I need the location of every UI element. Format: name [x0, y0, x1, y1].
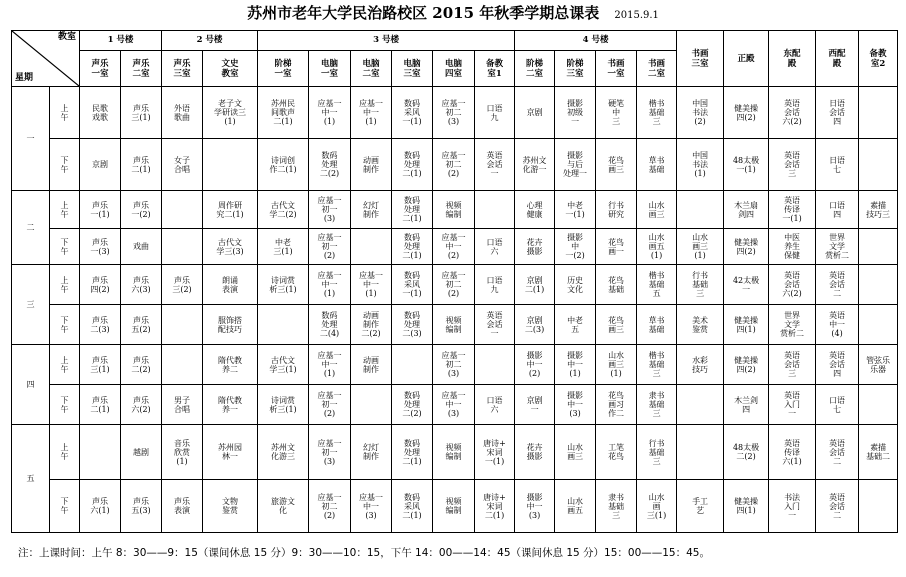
course-cell: 山水 画五 — [555, 480, 596, 533]
course-cell: 英语 中一 (4) — [816, 305, 859, 345]
day-label: 五 — [12, 425, 50, 533]
course-cell: 声乐 三(1) — [121, 87, 162, 139]
pm-label: 下 午 — [50, 480, 80, 533]
course-cell: 应基一 初二 (2) — [433, 265, 475, 305]
course-cell: 声乐 五(2) — [121, 305, 162, 345]
course-cell: 老子文 学研读三 (1) — [203, 87, 258, 139]
course-cell — [392, 345, 433, 385]
course-cell: 数码 处理 二(4) — [309, 305, 351, 345]
course-cell: 古代文 学二(2) — [258, 191, 309, 229]
course-cell: 视频 编制 — [433, 425, 475, 480]
pm-label: 下 午 — [50, 385, 80, 425]
course-cell: 数码 处理 二(2) — [309, 139, 351, 191]
course-cell: 文物 鉴赏 — [203, 480, 258, 533]
building-header-b2: 2 号楼 — [162, 31, 258, 51]
course-cell: 越剧 — [121, 425, 162, 480]
course-cell: 数码 采风 一(1) — [392, 265, 433, 305]
course-cell: 数码 处理 二(1) — [392, 229, 433, 265]
course-cell: 英语 会话 四 — [816, 345, 859, 385]
course-cell: 口语 七 — [816, 385, 859, 425]
course-cell — [677, 385, 724, 425]
course-cell: 戏曲 — [121, 229, 162, 265]
building-header-b3: 3 号楼 — [258, 31, 515, 51]
course-cell: 声乐 表演 — [162, 480, 203, 533]
course-cell: 数码 处理 二(1) — [392, 425, 433, 480]
am-label: 上 午 — [50, 191, 80, 229]
course-cell: 花卉 摄影 — [515, 425, 555, 480]
course-cell: 声乐 六(2) — [121, 385, 162, 425]
building-header-b1: 1 号楼 — [80, 31, 162, 51]
schedule-row — [12, 139, 898, 191]
course-cell: 京剧 — [515, 87, 555, 139]
course-cell: 花鸟 画一 — [596, 229, 637, 265]
course-cell: 京剧 一 — [515, 385, 555, 425]
course-cell: 口语 六 — [475, 385, 515, 425]
room-header: 书画 三室 — [677, 31, 724, 87]
course-cell: 英语 会话 二 — [816, 265, 859, 305]
course-cell — [859, 139, 898, 191]
course-cell: 声乐 六(3) — [121, 265, 162, 305]
room-header: 书画 一室 — [596, 51, 637, 87]
room-header: 声乐 三室 — [162, 51, 203, 87]
room-header: 西配 殿 — [816, 31, 859, 87]
course-cell: 日语 会话 四 — [816, 87, 859, 139]
course-cell: 应基一 中一 (1) — [309, 345, 351, 385]
course-cell: 摄影 中 一(2) — [555, 229, 596, 265]
course-cell: 京剧 二(3) — [515, 305, 555, 345]
pm-label: 下 午 — [50, 305, 80, 345]
course-cell: 隶书 基础 三 — [637, 385, 677, 425]
course-cell: 英语 会话 六(2) — [769, 87, 816, 139]
schedule-title: 苏州市老年大学民治路校区 2015 年秋季学期总课表 — [247, 4, 600, 22]
course-cell: 书法 入门 一 — [769, 480, 816, 533]
course-cell: 口语 四 — [816, 191, 859, 229]
course-cell: 花卉 摄影 — [515, 229, 555, 265]
course-cell: 心理 健康 — [515, 191, 555, 229]
course-cell: 山水 画三 (1) — [677, 229, 724, 265]
course-cell: 花鸟 画习 作二 — [596, 385, 637, 425]
course-cell: 声乐 三(1) — [80, 345, 121, 385]
course-cell: 民歌 戏歌 — [80, 87, 121, 139]
course-cell — [859, 385, 898, 425]
course-cell: 数码 处理 二(1) — [392, 139, 433, 191]
course-cell — [162, 345, 203, 385]
course-cell: 数码 处理 二(1) — [392, 191, 433, 229]
course-cell: 周作研 究二(1) — [203, 191, 258, 229]
course-cell: 摄影 中一 (2) — [515, 345, 555, 385]
course-cell: 草书 基础 — [637, 305, 677, 345]
course-cell: 应基一 中一 (1) — [351, 87, 392, 139]
day-label: 四 — [12, 345, 50, 425]
course-cell: 英语 会话 二 — [816, 425, 859, 480]
course-cell: 摄影 中一 (1) — [555, 345, 596, 385]
course-cell: 动画 制作 — [351, 139, 392, 191]
course-cell: 世界 文学 赏析二 — [769, 305, 816, 345]
course-cell: 历史 文化 — [555, 265, 596, 305]
course-cell: 隶书 基础 三 — [596, 480, 637, 533]
course-cell: 英语 会话 一 — [475, 139, 515, 191]
course-cell — [162, 191, 203, 229]
course-cell: 48太极 二(2) — [724, 425, 769, 480]
course-cell: 英语 会话 一 — [475, 305, 515, 345]
course-cell: 楷书 基础 五 — [637, 265, 677, 305]
course-cell: 健美操 四(2) — [724, 345, 769, 385]
room-header: 文史 教室 — [203, 51, 258, 87]
course-cell: 山水 画三 (1) — [596, 345, 637, 385]
course-cell — [677, 191, 724, 229]
course-cell: 英语 会话 三 — [769, 345, 816, 385]
course-cell: 花鸟 画三 — [596, 139, 637, 191]
course-cell: 美术 鉴赏 — [677, 305, 724, 345]
corner-room-label: 教室 — [57, 32, 76, 42]
course-cell: 摄影 初级 一 — [555, 87, 596, 139]
course-cell: 古代文 学三(3) — [203, 229, 258, 265]
course-cell: 中老 三(1) — [258, 229, 309, 265]
course-cell: 视频 编制 — [433, 191, 475, 229]
am-label: 上 午 — [50, 425, 80, 480]
course-cell: 水彩 技巧 — [677, 345, 724, 385]
schedule-row — [12, 265, 898, 305]
course-cell — [859, 480, 898, 533]
course-cell: 数码 采风 二(1) — [392, 480, 433, 533]
page-title — [0, 2, 906, 23]
day-label: 三 — [12, 265, 50, 345]
course-cell: 管弦乐 乐器 — [859, 345, 898, 385]
am-label: 上 午 — [50, 345, 80, 385]
course-cell: 苏州文 化游一 — [515, 139, 555, 191]
course-cell: 楷书 基础 三 — [637, 345, 677, 385]
am-label: 上 午 — [50, 265, 80, 305]
course-cell — [475, 345, 515, 385]
course-cell: 唐诗+ 宋词 一(1) — [475, 425, 515, 480]
course-cell: 山水 画 三(1) — [637, 480, 677, 533]
course-cell: 服饰搭 配技巧 — [203, 305, 258, 345]
day-label: 一 — [12, 87, 50, 191]
course-cell: 应基一 中一 (3) — [433, 385, 475, 425]
course-cell — [475, 191, 515, 229]
course-cell: 幻灯 制作 — [351, 191, 392, 229]
course-cell: 木兰扇 剑四 — [724, 191, 769, 229]
course-cell: 声乐 一(2) — [121, 191, 162, 229]
course-cell: 数码 处理 二(3) — [392, 305, 433, 345]
schedule-table — [11, 30, 898, 533]
course-cell: 声乐 四(2) — [80, 265, 121, 305]
course-cell: 应基一 中一 (3) — [351, 480, 392, 533]
course-cell: 声乐 二(2) — [121, 345, 162, 385]
schedule-row — [12, 87, 898, 139]
schedule-row — [12, 191, 898, 229]
course-cell: 男子 合唱 — [162, 385, 203, 425]
course-cell: 健美操 四(2) — [724, 87, 769, 139]
room-header: 声乐 一室 — [80, 51, 121, 87]
course-cell: 应基一 初二 (2) — [309, 480, 351, 533]
course-cell: 外语 歌曲 — [162, 87, 203, 139]
day-label: 二 — [12, 191, 50, 265]
course-cell: 行书 基础 三 — [637, 425, 677, 480]
room-header: 备教 室1 — [475, 51, 515, 87]
course-cell: 山水 画三 — [555, 425, 596, 480]
course-cell: 山水 画三 — [637, 191, 677, 229]
course-cell: 唐诗+ 宋词 二(1) — [475, 480, 515, 533]
course-cell: 声乐 六(1) — [80, 480, 121, 533]
course-cell: 声乐 五(3) — [121, 480, 162, 533]
course-cell: 声乐 二(3) — [80, 305, 121, 345]
course-cell: 应基一 初一 (3) — [309, 191, 351, 229]
course-cell: 英语 会话 二 — [816, 480, 859, 533]
room-header: 声乐 二室 — [121, 51, 162, 87]
course-cell: 中老 一(1) — [555, 191, 596, 229]
course-cell: 健美操 四(1) — [724, 480, 769, 533]
room-header: 电脑 二室 — [351, 51, 392, 87]
am-label: 上 午 — [50, 87, 80, 139]
course-cell: 口语 六 — [475, 229, 515, 265]
course-cell: 口语 九 — [475, 265, 515, 305]
course-cell: 楷书 基础 三 — [637, 87, 677, 139]
course-cell — [859, 305, 898, 345]
course-cell: 健美操 四(1) — [724, 305, 769, 345]
room-header: 阶梯 二室 — [515, 51, 555, 87]
schedule-row — [12, 480, 898, 533]
room-header: 东配 殿 — [769, 31, 816, 87]
course-cell — [162, 229, 203, 265]
course-cell: 素描 基础二 — [859, 425, 898, 480]
course-cell — [351, 385, 392, 425]
header-corner — [12, 31, 80, 87]
course-cell: 声乐 二(1) — [121, 139, 162, 191]
room-header: 阶梯 一室 — [258, 51, 309, 87]
course-cell: 手工 艺 — [677, 480, 724, 533]
course-cell: 英语 会话 六(2) — [769, 265, 816, 305]
course-cell: 英语 会话 三 — [769, 139, 816, 191]
course-cell: 动画 制作 — [351, 345, 392, 385]
building-header-b4: 4 号楼 — [515, 31, 677, 51]
course-cell: 苏州园 林一 — [203, 425, 258, 480]
course-cell: 女子 合唱 — [162, 139, 203, 191]
course-cell: 花鸟 画三 — [596, 305, 637, 345]
course-cell: 应基一 初一 (2) — [309, 385, 351, 425]
course-cell: 声乐 二(1) — [80, 385, 121, 425]
schedule-row — [12, 305, 898, 345]
course-cell: 摄影 与后 处理一 — [555, 139, 596, 191]
course-cell: 旅游文 化 — [258, 480, 309, 533]
room-header: 电脑 一室 — [309, 51, 351, 87]
course-cell: 世界 文学 赏析二 — [816, 229, 859, 265]
room-header: 电脑 三室 — [392, 51, 433, 87]
course-cell: 48太极 一(1) — [724, 139, 769, 191]
schedule-date: 2015.9.1 — [614, 10, 659, 21]
course-cell: 朗诵 表演 — [203, 265, 258, 305]
course-cell: 中医 养生 保健 — [769, 229, 816, 265]
course-cell: 声乐 一(1) — [80, 191, 121, 229]
course-cell: 诗词赏 析三(1) — [258, 265, 309, 305]
course-cell: 英语 传译 六(1) — [769, 425, 816, 480]
course-cell — [859, 87, 898, 139]
course-cell — [859, 229, 898, 265]
course-cell: 古代文 学三(1) — [258, 345, 309, 385]
course-cell: 视频 编制 — [433, 480, 475, 533]
room-header: 备教 室2 — [859, 31, 898, 87]
schedule-row — [12, 345, 898, 385]
course-cell: 京剧 二(1) — [515, 265, 555, 305]
course-cell: 隋代教 养一 — [203, 385, 258, 425]
course-cell — [351, 229, 392, 265]
course-cell: 工笔 花鸟 — [596, 425, 637, 480]
course-cell: 声乐 一(3) — [80, 229, 121, 265]
course-cell: 苏州文 化游三 — [258, 425, 309, 480]
course-cell: 应基一 初二 (2) — [433, 139, 475, 191]
course-cell: 声乐 三(2) — [162, 265, 203, 305]
room-header: 阶梯 三室 — [555, 51, 596, 87]
course-cell: 中老 五 — [555, 305, 596, 345]
room-header: 电脑 四室 — [433, 51, 475, 87]
schedule-note: 注：上课时间：上午 8：30——9：15（课间休息 15 分）9：30——10：15，下午 14：00——14：45（课间休息 15 分）15：00——15：45。 — [18, 547, 710, 559]
pm-label: 下 午 — [50, 229, 80, 265]
course-cell: 诗词赏 析三(1) — [258, 385, 309, 425]
course-cell — [859, 265, 898, 305]
course-cell — [80, 425, 121, 480]
course-cell: 中国 书法 (2) — [677, 87, 724, 139]
course-cell: 京剧 — [80, 139, 121, 191]
course-cell: 摄影 中一 (3) — [555, 385, 596, 425]
course-cell: 山水 画五 (1) — [637, 229, 677, 265]
course-cell: 硬笔 中 三 — [596, 87, 637, 139]
course-cell: 日语 七 — [816, 139, 859, 191]
schedule-row — [12, 229, 898, 265]
course-cell: 视频 编制 — [433, 305, 475, 345]
course-cell — [162, 305, 203, 345]
course-cell: 应基一 中一 (2) — [433, 229, 475, 265]
course-cell: 中国 书法 (1) — [677, 139, 724, 191]
course-cell: 动画 制作 二(2) — [351, 305, 392, 345]
course-cell: 素描 技巧三 — [859, 191, 898, 229]
course-cell: 音乐 欣赏 (1) — [162, 425, 203, 480]
course-cell: 幻灯 制作 — [351, 425, 392, 480]
course-cell — [677, 425, 724, 480]
course-cell — [203, 139, 258, 191]
course-cell: 木兰剑 四 — [724, 385, 769, 425]
course-cell: 花鸟 基础 — [596, 265, 637, 305]
course-cell: 应基一 初二 (3) — [433, 87, 475, 139]
course-cell: 苏州民 间歌声 二(1) — [258, 87, 309, 139]
course-cell: 应基一 中一 (1) — [309, 265, 351, 305]
course-cell: 健美操 四(2) — [724, 229, 769, 265]
course-cell: 摄影 中一 (3) — [515, 480, 555, 533]
course-cell: 草书 基础 — [637, 139, 677, 191]
course-cell: 英语 传译 一(1) — [769, 191, 816, 229]
course-cell: 应基一 初一 (3) — [309, 425, 351, 480]
course-cell — [258, 305, 309, 345]
course-cell: 英语 入门 一 — [769, 385, 816, 425]
course-cell: 数码 处理 二(2) — [392, 385, 433, 425]
course-cell: 应基一 中一 (1) — [351, 265, 392, 305]
course-cell: 42太极 一 — [724, 265, 769, 305]
schedule-row — [12, 425, 898, 480]
room-header: 正殿 — [724, 31, 769, 87]
course-cell: 行书 基础 三 — [677, 265, 724, 305]
room-header: 书画 二室 — [637, 51, 677, 87]
corner-day-label: 星期 — [15, 73, 34, 83]
course-cell: 应基一 中一 (1) — [309, 87, 351, 139]
schedule-row — [12, 385, 898, 425]
course-cell: 应基一 初一 (2) — [309, 229, 351, 265]
course-cell: 诗词创 作二(1) — [258, 139, 309, 191]
course-cell: 口语 九 — [475, 87, 515, 139]
course-cell: 隋代教 养二 — [203, 345, 258, 385]
course-cell: 应基一 初二 (3) — [433, 345, 475, 385]
pm-label: 下 午 — [50, 139, 80, 191]
course-cell: 行书 研究 — [596, 191, 637, 229]
course-cell: 数码 采风 一(1) — [392, 87, 433, 139]
